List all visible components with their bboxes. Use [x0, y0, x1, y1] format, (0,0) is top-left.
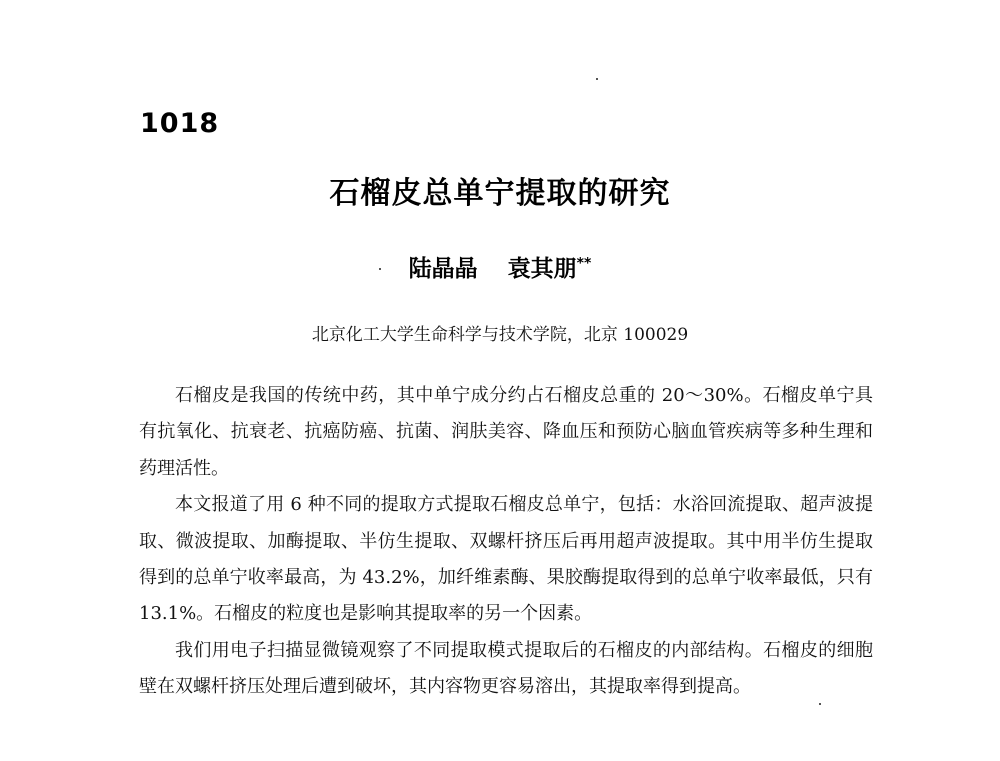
scan-speck	[819, 703, 821, 705]
author-name: 陆晶晶	[408, 256, 478, 282]
paper-title: 石榴皮总单宁提取的研究	[329, 176, 671, 211]
paragraph: 石榴皮是我国的传统中药，其中单宁成分约占石榴皮总重的 20～30%。石榴皮单宁具有抗氧化、抗衰老、抗癌防癌、抗菌、润肤美容、降血压和预防心脑血管疾病等多种生理和药理活性。	[139, 385, 873, 479]
abstract-number: 1018	[140, 108, 220, 139]
scan-speck	[379, 268, 381, 270]
author-line	[0, 250, 1000, 283]
paragraph: 我们用电子扫描显微镜观察了不同提取模式提取后的石榴皮的内部结构。石榴皮的细胞壁在双螺杆挤压处理后遭到破坏，其内容物更容易溶出，其提取率得到提高。	[139, 639, 873, 698]
scan-speck	[596, 78, 598, 80]
abstract-body	[139, 378, 873, 706]
author-name: 袁其朋	[507, 256, 577, 282]
affiliation: 北京化工大学生命科学与技术学院，北京 100029	[311, 325, 689, 345]
corresponding-author-mark: **	[576, 255, 592, 272]
paragraph: 本文报道了用 6 种不同的提取方式提取石榴皮总单宁，包括：水浴回流提取、超声波提取、微波提取、加酶提取、半仿生提取、双螺杆挤压后再用超声波提取。其中用半仿生提取得到的总单宁收率最高，为 43.2%，加纤维素酶、果胶酶提取得到的总单宁收率最低，只有 13.1%。石榴皮的粒度也是影响其提取率的另一个因素。	[139, 494, 873, 625]
